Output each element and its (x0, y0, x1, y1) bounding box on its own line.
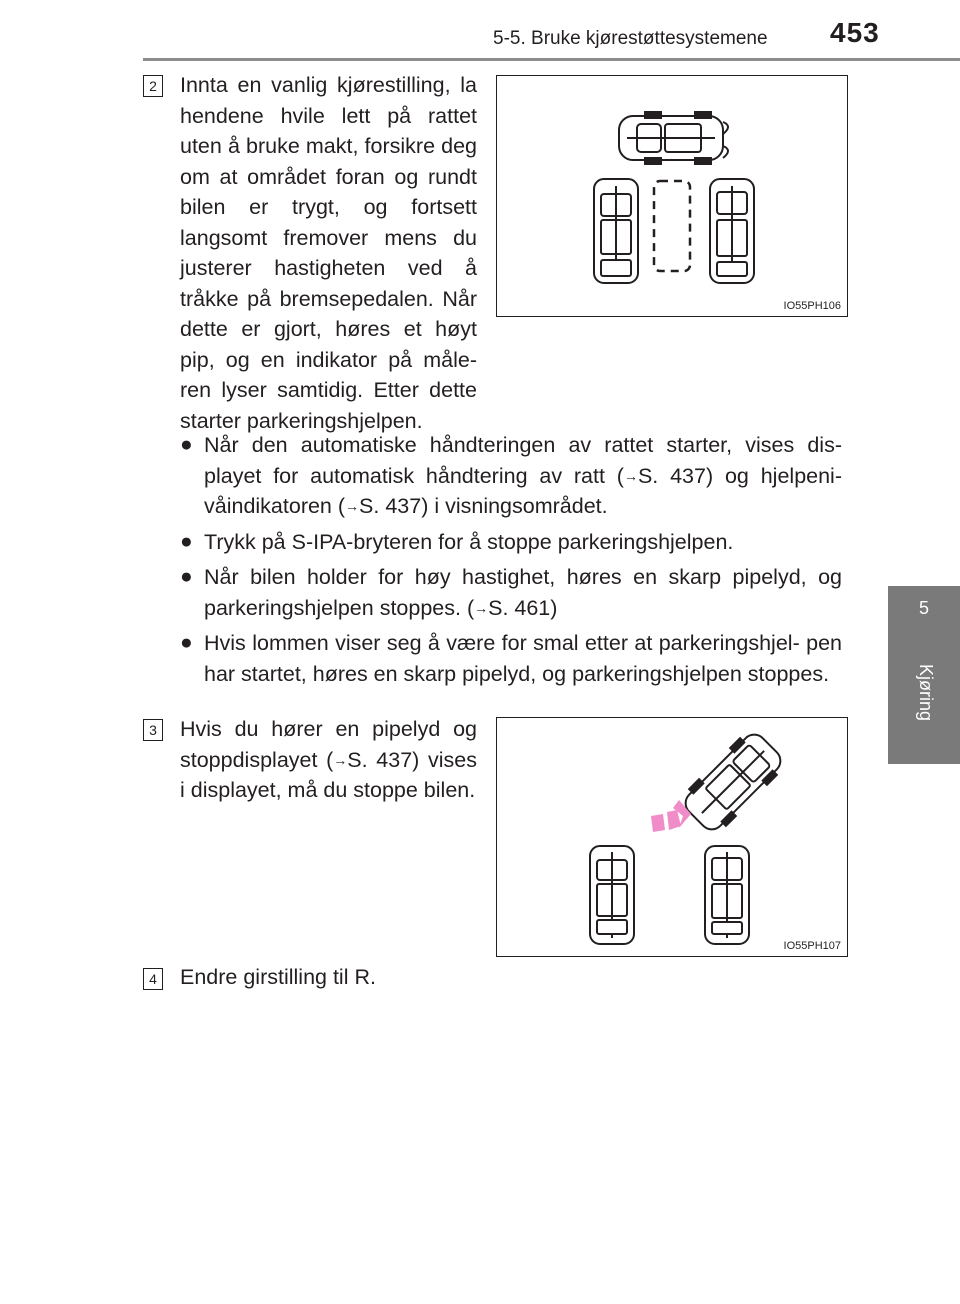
chapter-number: 5 (918, 598, 929, 618)
step-2-text: Innta en vanlig kjørestilling, la hendene hvile lett på rattet uten å bruke makt, forsikre deg om at området foran og rundt bilen er trygt, og fortsett langsomt fremover mens du justerer hastigheten ved å tråkke på bremsepedalen. Når dette er gjort, høres et høyt pip, og en indikator på måle- ren lyser samtidig. Etter dette starter parkeringshjelpen. (180, 73, 477, 433)
parking-diagram-1 (497, 76, 847, 316)
step-badge-2: 2 (143, 75, 163, 97)
bullet-item: ● Når den automatiske håndteringen av rattet starter, vises dis- playet for automatisk håndtering av ratt (→S. 437) og hjelpeni- våindikatoren (→S. 437) i visningsområdet. (180, 430, 842, 522)
parked-car-right-icon (710, 179, 754, 283)
page-ref-link[interactable]: S. 437 (347, 747, 413, 772)
chapter-label: Kjøring (916, 664, 936, 722)
chapter-tab (888, 586, 960, 764)
page-ref-link[interactable]: S. 437 (359, 494, 422, 518)
bullet-item: ● Når bilen holder for høy hastighet, høres en skarp pipelyd, og parkeringshjelpen stoppes. (→S. 461) (180, 562, 842, 623)
arrow-icon: → (333, 751, 348, 768)
arrow-icon: → (345, 498, 360, 514)
section-title: 5-5. Bruke kjørestøttesystemene (493, 28, 768, 49)
bullet-list (180, 430, 842, 694)
arrow-icon: → (474, 599, 489, 616)
bullet-icon: ● (180, 433, 193, 456)
figure-parking-start (496, 75, 848, 317)
parking-diagram-2 (497, 718, 847, 956)
bullet-icon: ● (180, 565, 193, 588)
figure-label: IO55PH107 (783, 940, 841, 952)
bullet-item: ● Trykk på S-IPA-bryteren for å stoppe parkeringshjelpen. (180, 527, 842, 558)
figure-stop (496, 717, 848, 957)
arrow-icon: → (623, 467, 638, 484)
page-ref-link[interactable]: S. 437 (637, 463, 706, 488)
target-space (654, 181, 690, 271)
bullet-icon: ● (180, 529, 193, 553)
parked-car-right-icon (705, 846, 749, 944)
moving-car-icon (619, 112, 728, 164)
step-badge-4: 4 (143, 968, 163, 990)
page-ref-link[interactable]: S. 461 (488, 595, 551, 620)
step-4-text: Endre girstilling til R. (180, 965, 376, 989)
bullet-item: ● Hvis lommen viser seg å være for smal etter at parkeringshjel- pen har startet, høres en skarp pipelyd, og parkeringshjelpen stoppes. (180, 628, 842, 689)
parked-car-left-icon (594, 179, 638, 283)
page-number: 453 (830, 17, 880, 48)
step-3-text: Hvis du hører en pipelyd og stoppdisplayet (→S. 437) vises i displayet, må du stoppe bilen. (180, 717, 477, 802)
parked-car-left-icon (590, 846, 634, 944)
header-rule (143, 58, 960, 61)
figure-label: IO55PH106 (783, 300, 841, 312)
bullet-icon: ● (180, 631, 193, 654)
step-badge-3: 3 (143, 719, 163, 741)
angled-car-icon (678, 727, 788, 837)
